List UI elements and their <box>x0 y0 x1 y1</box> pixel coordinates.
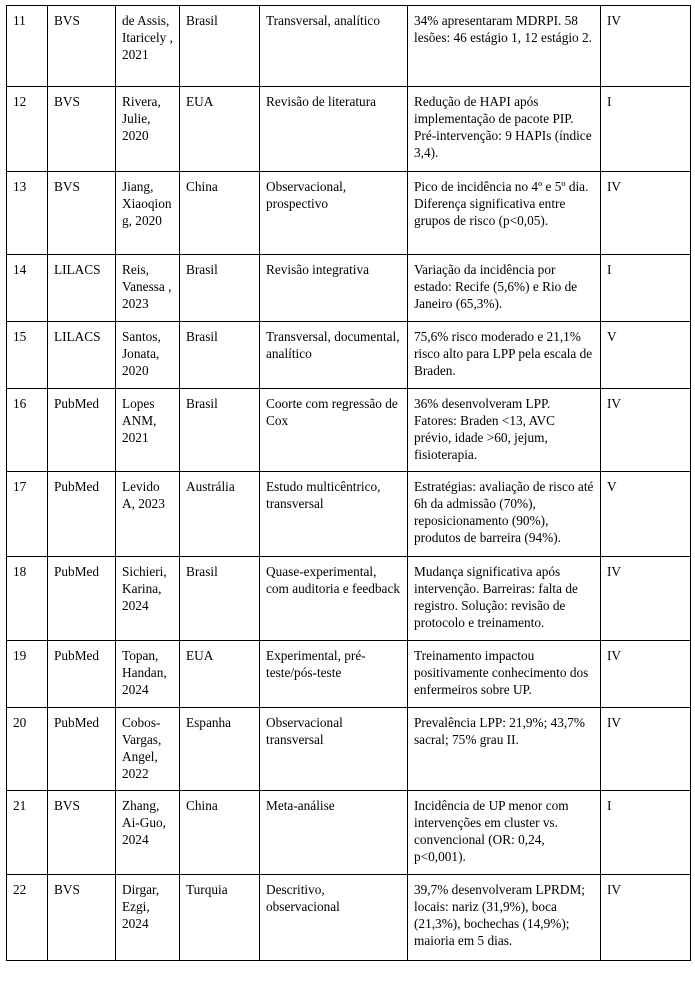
evidence-level-cell: I <box>601 87 691 172</box>
database-cell: PubMed <box>48 708 116 791</box>
study-number-cell: 13 <box>7 172 48 255</box>
author-year-cell: Zhang, Ai-Guo, 2024 <box>116 791 180 875</box>
country-cell: Brasil <box>180 6 260 87</box>
author-year-cell: Reis, Vanessa , 2023 <box>116 255 180 322</box>
country-cell: Brasil <box>180 322 260 389</box>
result-cell: Mudança significativa após intervenção. Barreiras: falta de registro. Solução: revisão de protocolo e treinamento. <box>408 557 601 641</box>
evidence-level-cell: IV <box>601 875 691 961</box>
result-cell: 75,6% risco moderado e 21,1% risco alto para LPP pela escala de Braden. <box>408 322 601 389</box>
evidence-level-cell: V <box>601 472 691 557</box>
country-cell: EUA <box>180 87 260 172</box>
study-number-cell: 12 <box>7 87 48 172</box>
study-design-cell: Observacional transversal <box>260 708 408 791</box>
database-cell: PubMed <box>48 389 116 472</box>
result-cell: Prevalência LPP: 21,9%; 43,7% sacral; 75% grau II. <box>408 708 601 791</box>
country-cell: Espanha <box>180 708 260 791</box>
country-cell: Austrália <box>180 472 260 557</box>
author-year-cell: Dirgar, Ezgi, 2024 <box>116 875 180 961</box>
study-number-cell: 20 <box>7 708 48 791</box>
country-cell: China <box>180 791 260 875</box>
evidence-level-cell: I <box>601 255 691 322</box>
study-number-cell: 16 <box>7 389 48 472</box>
study-number-cell: 22 <box>7 875 48 961</box>
evidence-level-cell: I <box>601 791 691 875</box>
author-year-cell: Topan, Handan, 2024 <box>116 641 180 708</box>
table-row <box>7 6 691 87</box>
database-cell: BVS <box>48 791 116 875</box>
table-row <box>7 255 691 322</box>
author-year-cell: Rivera, Julie, 2020 <box>116 87 180 172</box>
author-year-cell: de Assis, Itaricely , 2021 <box>116 6 180 87</box>
database-cell: PubMed <box>48 472 116 557</box>
table-row <box>7 87 691 172</box>
result-cell: Redução de HAPI após implementação de pacote PIP. Pré-intervenção: 9 HAPIs (índice 3,4). <box>408 87 601 172</box>
study-number-cell: 15 <box>7 322 48 389</box>
study-design-cell: Transversal, documental, analítico <box>260 322 408 389</box>
author-year-cell: Sichieri, Karina, 2024 <box>116 557 180 641</box>
author-year-cell: Lopes ANM, 2021 <box>116 389 180 472</box>
study-number-cell: 18 <box>7 557 48 641</box>
database-cell: BVS <box>48 172 116 255</box>
evidence-level-cell: V <box>601 322 691 389</box>
result-cell: Incidência de UP menor com intervenções em cluster vs. convencional (OR: 0,24, p<0,001). <box>408 791 601 875</box>
result-cell: 34% apresentaram MDRPI. 58 lesões: 46 estágio 1, 12 estágio 2. <box>408 6 601 87</box>
database-cell: PubMed <box>48 557 116 641</box>
table-row <box>7 172 691 255</box>
table-row <box>7 875 691 961</box>
study-design-cell: Descritivo, observacional <box>260 875 408 961</box>
database-cell: BVS <box>48 6 116 87</box>
database-cell: LILACS <box>48 255 116 322</box>
study-number-cell: 21 <box>7 791 48 875</box>
country-cell: Brasil <box>180 389 260 472</box>
database-cell: LILACS <box>48 322 116 389</box>
author-year-cell: Cobos-Vargas, Angel, 2022 <box>116 708 180 791</box>
study-design-cell: Estudo multicêntrico, transversal <box>260 472 408 557</box>
country-cell: Turquia <box>180 875 260 961</box>
result-cell: Treinamento impactou positivamente conhecimento dos enfermeiros sobre UP. <box>408 641 601 708</box>
result-cell: Estratégias: avaliação de risco até 6h da admissão (70%), reposicionamento (90%), produtos de barreira (94%). <box>408 472 601 557</box>
author-year-cell: Levido A, 2023 <box>116 472 180 557</box>
author-year-cell: Santos, Jonata, 2020 <box>116 322 180 389</box>
study-design-cell: Meta-análise <box>260 791 408 875</box>
table-row <box>7 641 691 708</box>
evidence-level-cell: IV <box>601 389 691 472</box>
country-cell: EUA <box>180 641 260 708</box>
study-design-cell: Experimental, pré-teste/pós-teste <box>260 641 408 708</box>
evidence-level-cell: IV <box>601 172 691 255</box>
table-row <box>7 791 691 875</box>
evidence-level-cell: IV <box>601 641 691 708</box>
evidence-level-cell: IV <box>601 6 691 87</box>
study-design-cell: Observacional, prospectivo <box>260 172 408 255</box>
table-row <box>7 389 691 472</box>
database-cell: PubMed <box>48 641 116 708</box>
evidence-level-cell: IV <box>601 557 691 641</box>
result-cell: 39,7% desenvolveram LPRDM; locais: nariz (31,9%), boca (21,3%), bochechas (14,9%); maioria em 5 dias. <box>408 875 601 961</box>
study-design-cell: Transversal, analítico <box>260 6 408 87</box>
result-cell: 36% desenvolveram LPP. Fatores: Braden <13, AVC prévio, idade >60, jejum, fisioterapia. <box>408 389 601 472</box>
study-design-cell: Coorte com regressão de Cox <box>260 389 408 472</box>
table-body <box>7 6 691 961</box>
study-number-cell: 14 <box>7 255 48 322</box>
table-row <box>7 472 691 557</box>
study-number-cell: 11 <box>7 6 48 87</box>
study-number-cell: 17 <box>7 472 48 557</box>
table-row <box>7 322 691 389</box>
table-row <box>7 708 691 791</box>
study-design-cell: Revisão de literatura <box>260 87 408 172</box>
study-design-cell: Quase-experimental, com auditoria e feedback <box>260 557 408 641</box>
table-row <box>7 557 691 641</box>
author-year-cell: Jiang, Xiaoqiong, 2020 <box>116 172 180 255</box>
country-cell: Brasil <box>180 255 260 322</box>
result-cell: Variação da incidência por estado: Recife (5,6%) e Rio de Janeiro (65,3%). <box>408 255 601 322</box>
study-number-cell: 19 <box>7 641 48 708</box>
country-cell: China <box>180 172 260 255</box>
database-cell: BVS <box>48 875 116 961</box>
study-design-cell: Revisão integrativa <box>260 255 408 322</box>
country-cell: Brasil <box>180 557 260 641</box>
evidence-level-cell: IV <box>601 708 691 791</box>
database-cell: BVS <box>48 87 116 172</box>
result-cell: Pico de incidência no 4º e 5º dia. Diferença significativa entre grupos de risco (p<0,05). <box>408 172 601 255</box>
studies-table <box>6 5 691 961</box>
